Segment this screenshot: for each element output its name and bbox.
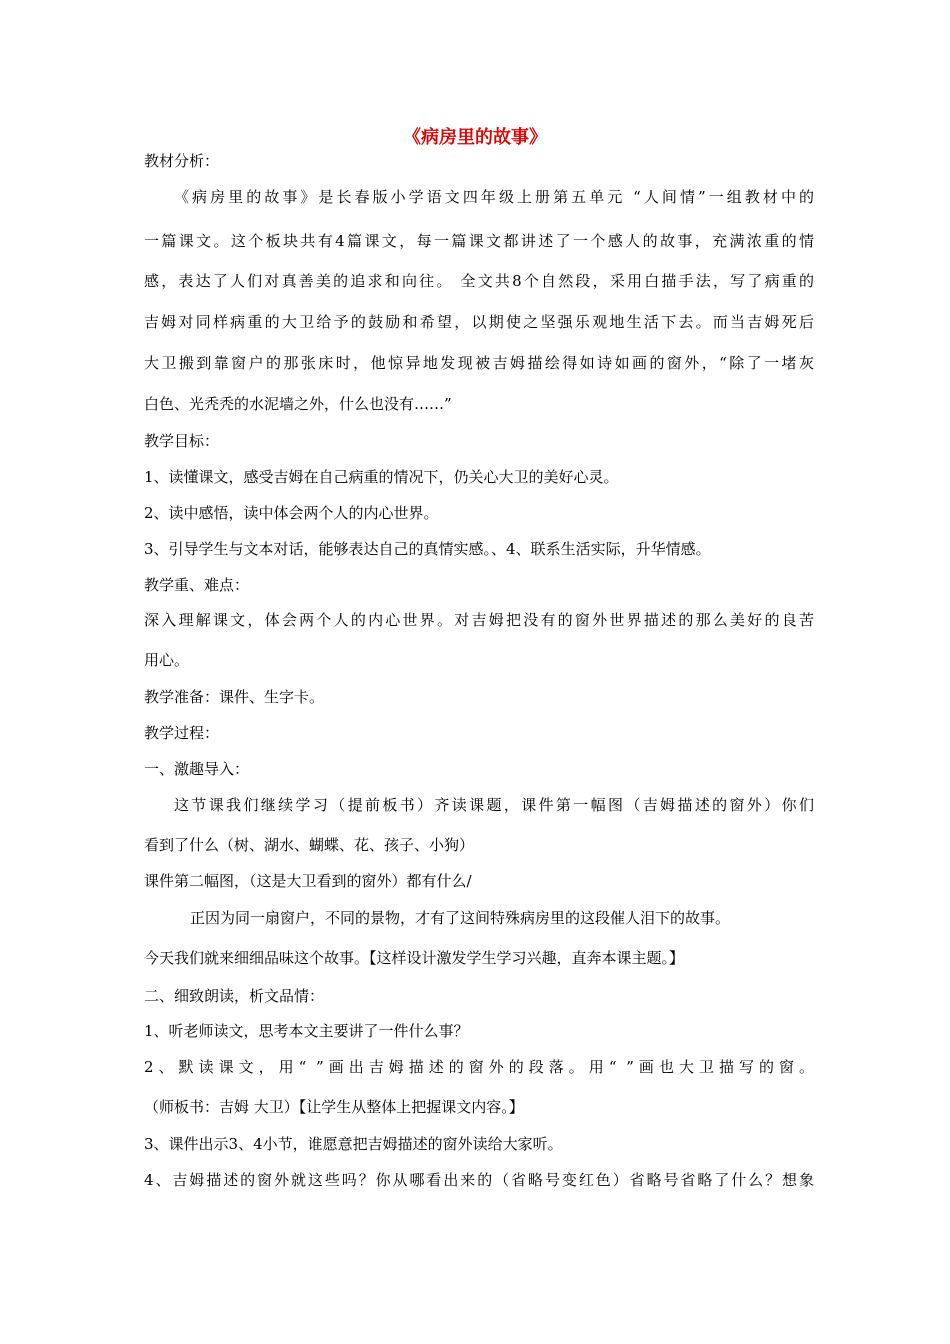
paragraph-line: 用心。	[144, 651, 190, 669]
teaching-preparation: 教学准备：课件、生字卡。	[144, 688, 325, 706]
document-title: 《病房里的故事》	[403, 127, 547, 148]
heading-key-points: 教学重、难点：	[144, 576, 250, 594]
list-item: 2、默读课文，用“ ”画出吉姆描述的窗外的段落。用“ ”画也大卫描写的窗。	[144, 1058, 814, 1076]
paragraph-line: 看到了什么（树、湖水、蝴蝶、花、孩子、小狗）	[144, 836, 475, 854]
section-heading: 二、细致朗读，析文品情：	[144, 987, 325, 1005]
list-item: 2、读中感悟，读中体会两个人的内心世界。	[144, 504, 439, 522]
paragraph-line: 感，表达了人们对真善美的追求和向往。 全文共8个自然段，采用白描手法，写了病重的	[144, 272, 814, 290]
list-item: 1、听老师读文，思考本文主要讲了一件什么事？	[144, 1022, 469, 1040]
paragraph-line: 白色、光秃秃的水泥墙之外，什么也没有……”	[144, 395, 452, 413]
list-item: 3、课件出示3、4小节，谁愿意把吉姆描述的窗外读给大家听。	[144, 1135, 563, 1153]
paragraph-line: 《病房里的故事》是长春版小学语文四年级上册第五单元 “人间情”一组教材中的	[174, 188, 814, 206]
heading-textbook-analysis: 教材分析：	[144, 152, 220, 170]
paragraph-line: 吉姆对同样病重的大卫给予的鼓励和希望，以期使之坚强乐观地生活下去。而当吉姆死后	[144, 313, 814, 331]
heading-teaching-goals: 教学目标：	[144, 432, 220, 450]
paragraph-line: 正因为同一扇窗户，不同的景物，才有了这间特殊病房里的这段催人泪下的故事。	[190, 909, 731, 927]
list-item: 4、吉姆描述的窗外就这些吗？你从哪看出来的（省略号变红色）省略号省略了什么？想象	[144, 1171, 814, 1189]
paragraph-line: 今天我们就来细细品味这个故事。【这样设计激发学生学习兴趣，直奔本课主题。】	[144, 949, 685, 967]
list-item: 1、读懂课文，感受吉姆在自己病重的情况下，仍关心大卫的美好心灵。	[144, 468, 619, 486]
paragraph-line: （师板书：吉姆 大卫）【让学生从整体上把握课文内容。】	[144, 1098, 524, 1116]
paragraph-line: 课件第二幅图，（这是大卫看到的窗外）都有什么/	[144, 872, 472, 890]
paragraph-line: 大卫搬到靠窗户的那张床时，他惊异地发现被吉姆描绘得如诗如画的窗外，“除了一堵灰	[144, 354, 814, 372]
paragraph-line: 这节课我们继续学习（提前板书）齐读课题，课件第一幅图（吉姆描述的窗外）你们	[174, 796, 814, 814]
section-heading: 一、激趣导入：	[144, 760, 250, 778]
list-item: 3、引导学生与文本对话，能够表达自己的真情实感。、4、联系生活实际，升华情感。	[144, 540, 711, 558]
paragraph-line: 深入理解课文，体会两个人的内心世界。对吉姆把没有的窗外世界描述的那么美好的良苦	[144, 611, 814, 629]
heading-teaching-process: 教学过程：	[144, 724, 220, 742]
paragraph-line: 一篇课文。这个板块共有4篇课文，每一篇课文都讲述了一个感人的故事，充满浓重的情	[144, 232, 814, 250]
